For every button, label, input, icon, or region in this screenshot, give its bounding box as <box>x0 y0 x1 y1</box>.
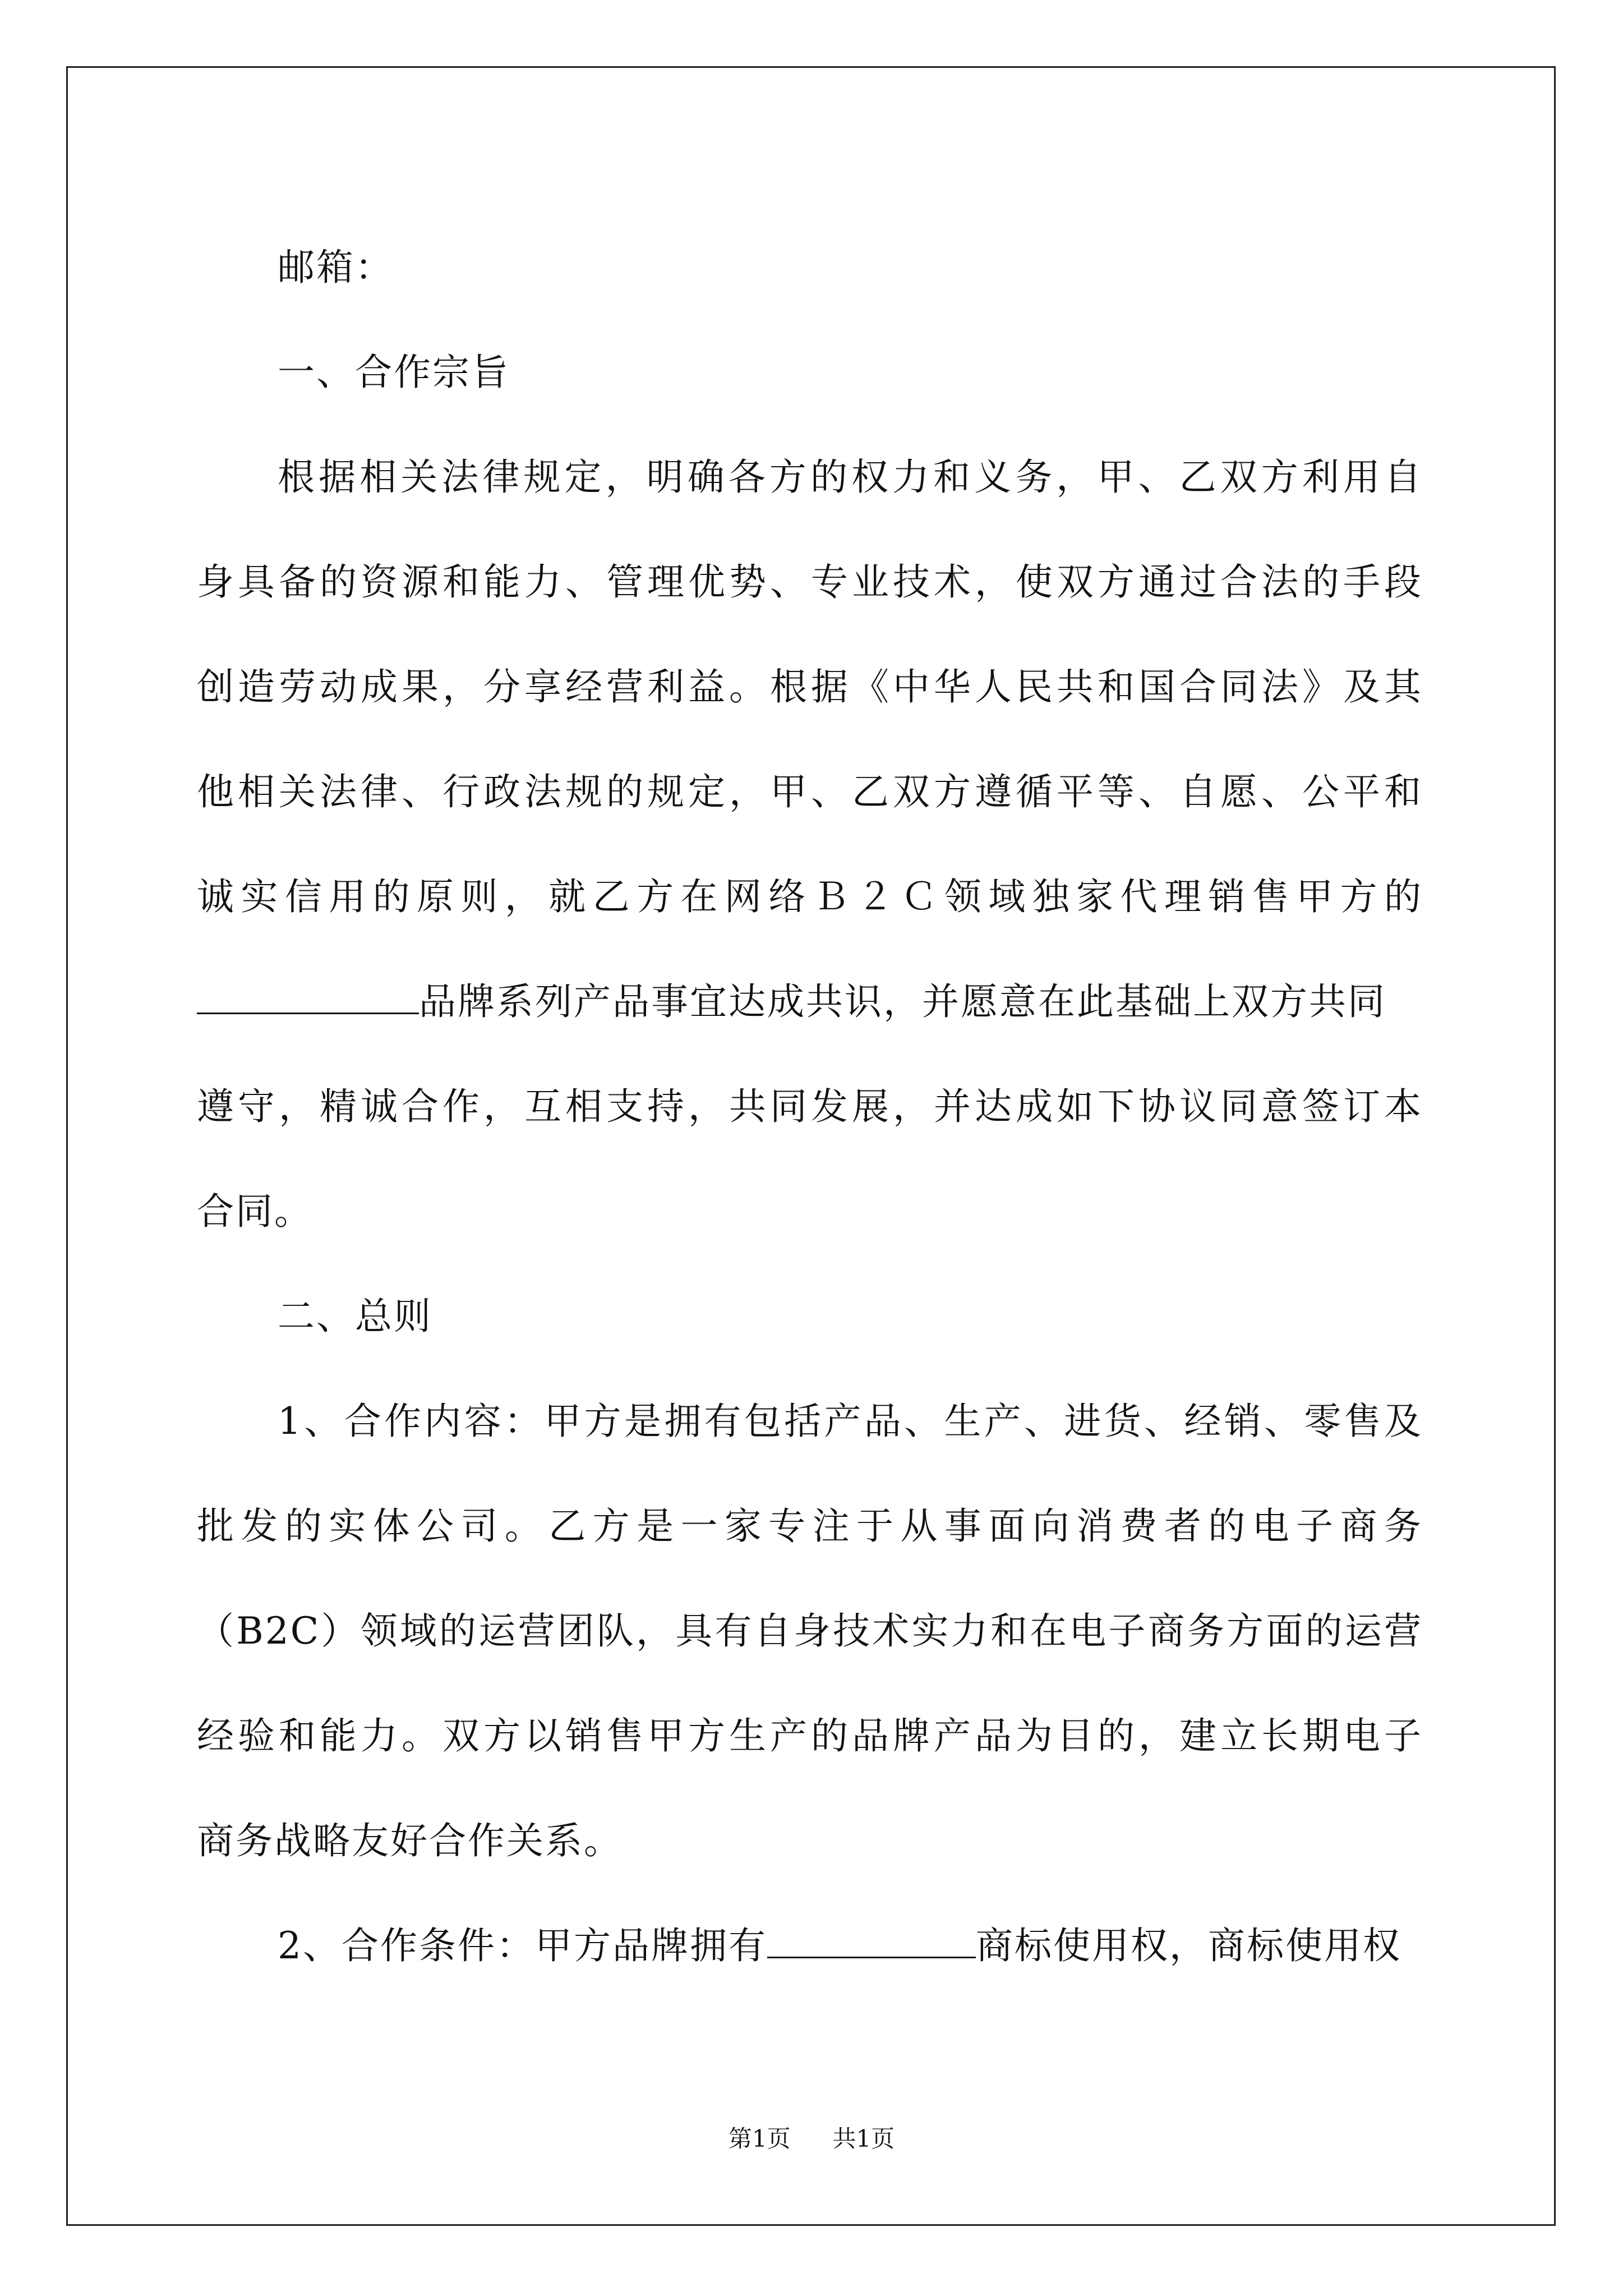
text-line: 商标使用权，商标使用权 <box>976 1924 1401 1967</box>
text-line: 2、合作条件：甲方品牌拥有 <box>278 1924 767 1967</box>
paragraph-cooperation-content <box>197 1369 1423 1893</box>
brand-blank-field <box>197 979 419 1014</box>
trademark-blank-field <box>767 1923 976 1958</box>
text-line: 商务战略友好合作关系。 <box>197 1819 623 1862</box>
text-line: 他相关法律、行政法规的规定，甲、乙双方遵循平等、自愿、公平和 <box>197 770 1423 813</box>
page-number: 第1页 <box>728 2125 791 2152</box>
text-line: 二、总则 <box>278 1295 432 1338</box>
text-line: 诚实信用的原则，就乙方在网络Ｂ２Ｃ领域独家代理销售甲方的 <box>197 875 1423 918</box>
text-line: 根据相关法律规定，明确各方的权力和义务，甲、乙双方利用自 <box>278 455 1423 499</box>
email-label <box>197 215 1423 320</box>
text-line: 经验和能力。双方以销售甲方生产的品牌产品为目的，建立长期电子 <box>197 1714 1423 1757</box>
text-line: 品牌系列产品事宜达成共识，并愿意在此基础上双方共同 <box>419 980 1386 1023</box>
text-line: 合同。 <box>197 1190 313 1233</box>
page-total: 共1页 <box>832 2125 895 2152</box>
text-line: （B2C）领域的运营团队，具有自身技术实力和在电子商务方面的运营 <box>197 1609 1423 1653</box>
document-body <box>197 215 1423 1998</box>
text-line: 1、合作内容：甲方是拥有包括产品、生产、进货、经销、零售及 <box>278 1400 1423 1443</box>
section-heading-purpose <box>197 320 1423 425</box>
text-line: 创造劳动成果，分享经营利益。根据《中华人民共和国合同法》及其 <box>197 665 1423 708</box>
text-line: 身具备的资源和能力、管理优势、专业技术，使双方通过合法的手段 <box>197 560 1423 604</box>
text-line: 遵守，精诚合作，互相支持，共同发展，并达成如下协议同意签订本 <box>197 1085 1423 1128</box>
section-heading-general <box>197 1264 1423 1369</box>
text-line-with-blank <box>197 949 1423 1054</box>
paragraph-cooperation-conditions <box>197 1893 1423 1998</box>
text-line: 邮箱： <box>278 246 394 289</box>
paragraph-purpose <box>197 425 1423 1264</box>
page-footer <box>0 2120 1623 2154</box>
text-line: 批发的实体公司。乙方是一家专注于从事面向消费者的电子商务 <box>197 1504 1423 1548</box>
text-line: 一、合作宗旨 <box>278 351 510 394</box>
text-line-with-blank <box>197 1893 1423 1998</box>
